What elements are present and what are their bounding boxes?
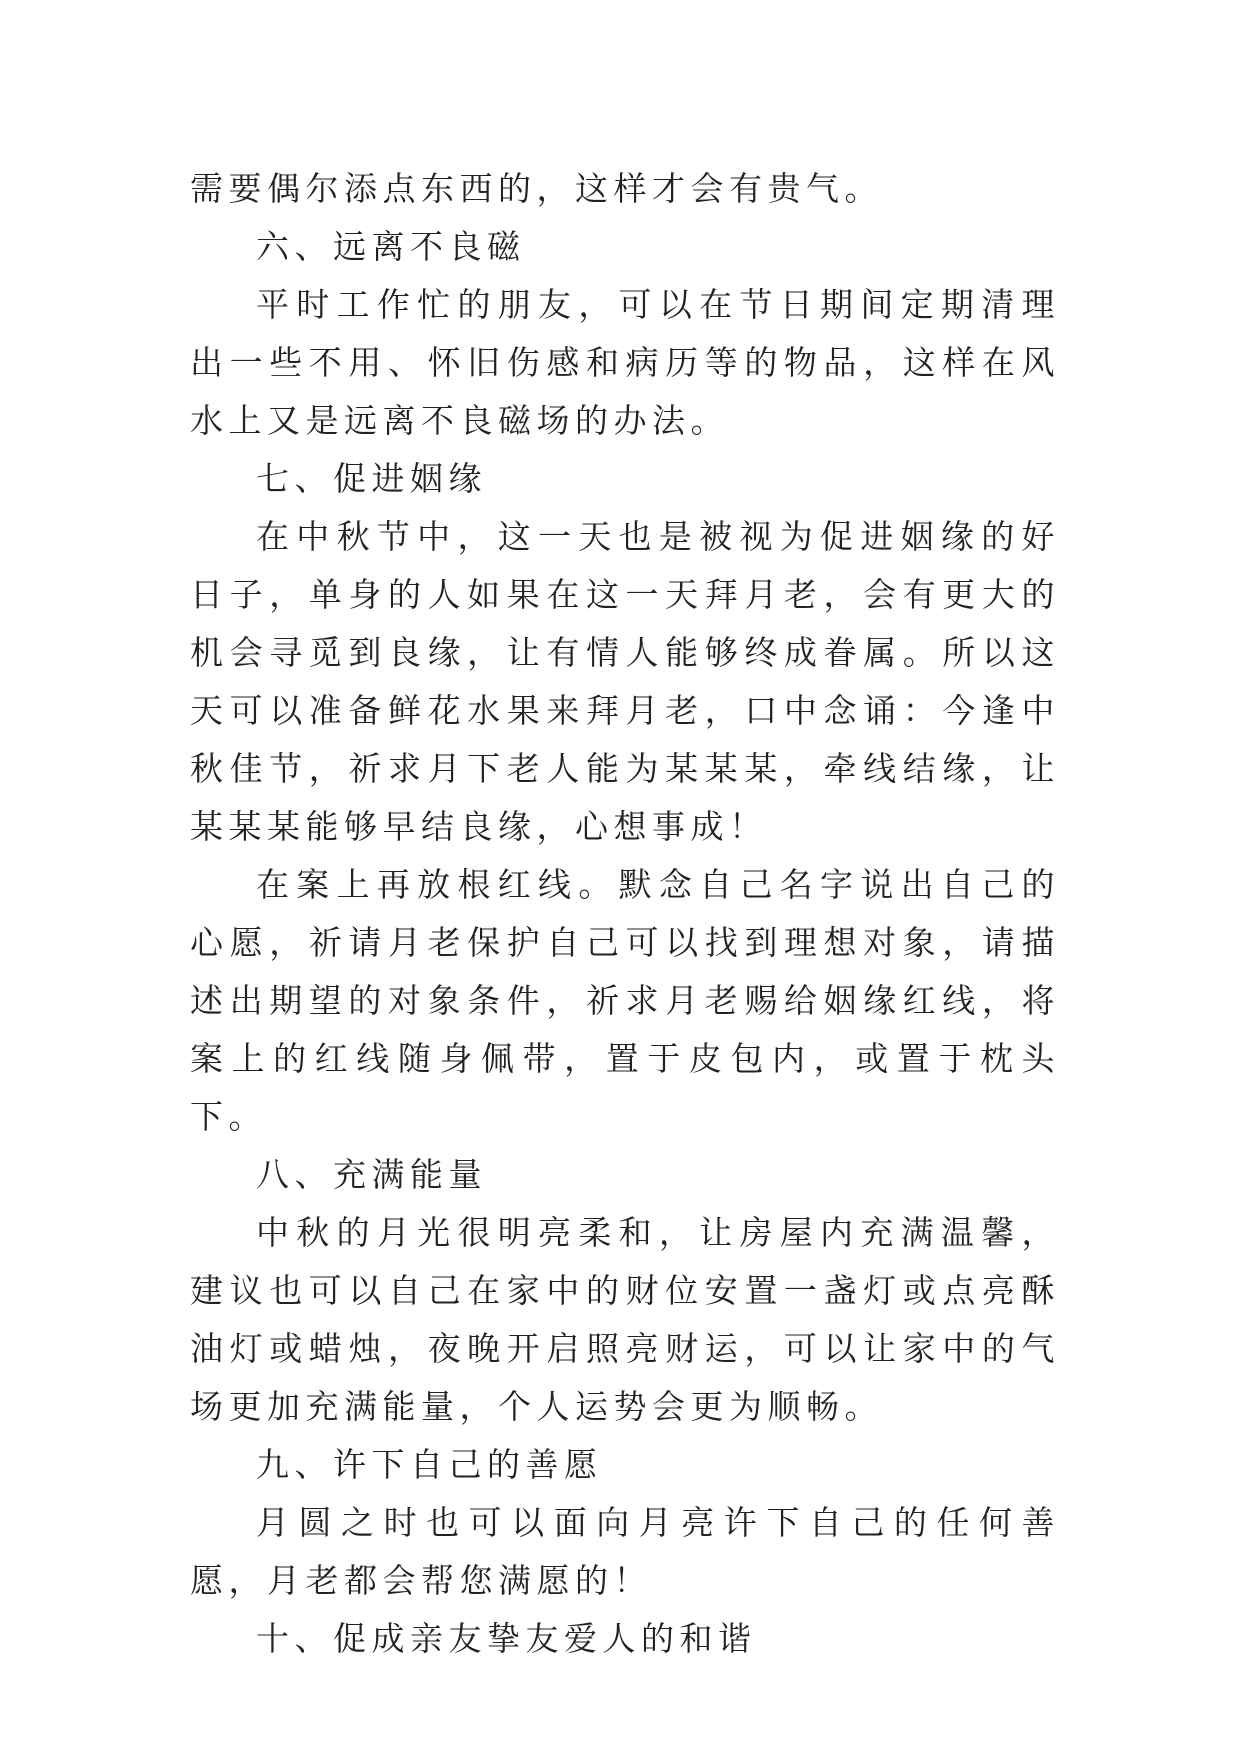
section-heading: 八、充满能量 [256, 1155, 487, 1194]
section-heading: 九、许下自己的善愿 [256, 1445, 603, 1484]
paragraph: 平时工作忙的朋友，可以在节日期间定期清理出一些不用、怀旧伤感和病历等的物品，这样在风水上又是远离不良磁场的办法。 [190, 285, 1060, 440]
paragraph: 在中秋节中，这一天也是被视为促进姻缘的好日子，单身的人如果在这一天拜月老，会有更大的机会寻觅到良缘，让有情人能够终成眷属。所以这天可以准备鲜花水果来拜月老，口中念诵：今逢中秋佳节，祈求月下老人能为某某某，牵线结缘，让某某某能够早结良缘，心想事成！ [190, 517, 1060, 846]
paragraph: 需要偶尔添点东西的，这样才会有贵气。 [190, 169, 883, 208]
section-heading: 十、促成亲友挚友爱人的和谐 [256, 1619, 757, 1658]
paragraph: 月圆之时也可以面向月亮许下自己的任何善愿，月老都会帮您满愿的！ [190, 1503, 1060, 1600]
paragraph: 在案上再放根红线。默念自己名字说出自己的心愿，祈请月老保护自己可以找到理想对象，请描述出期望的对象条件，祈求月老赐给姻缘红线，将案上的红线随身佩带，置于皮包内，或置于枕头下。 [190, 865, 1060, 1136]
document-body [190, 160, 1060, 1668]
section-heading: 六、远离不良磁 [256, 227, 526, 266]
paragraph: 中秋的月光很明亮柔和，让房屋内充满温馨，建议也可以自己在家中的财位安置一盏灯或点亮酥油灯或蜡烛，夜晚开启照亮财运，可以让家中的气场更加充满能量，个人运势会更为顺畅。 [190, 1213, 1060, 1426]
section-heading: 七、促进姻缘 [256, 459, 487, 498]
